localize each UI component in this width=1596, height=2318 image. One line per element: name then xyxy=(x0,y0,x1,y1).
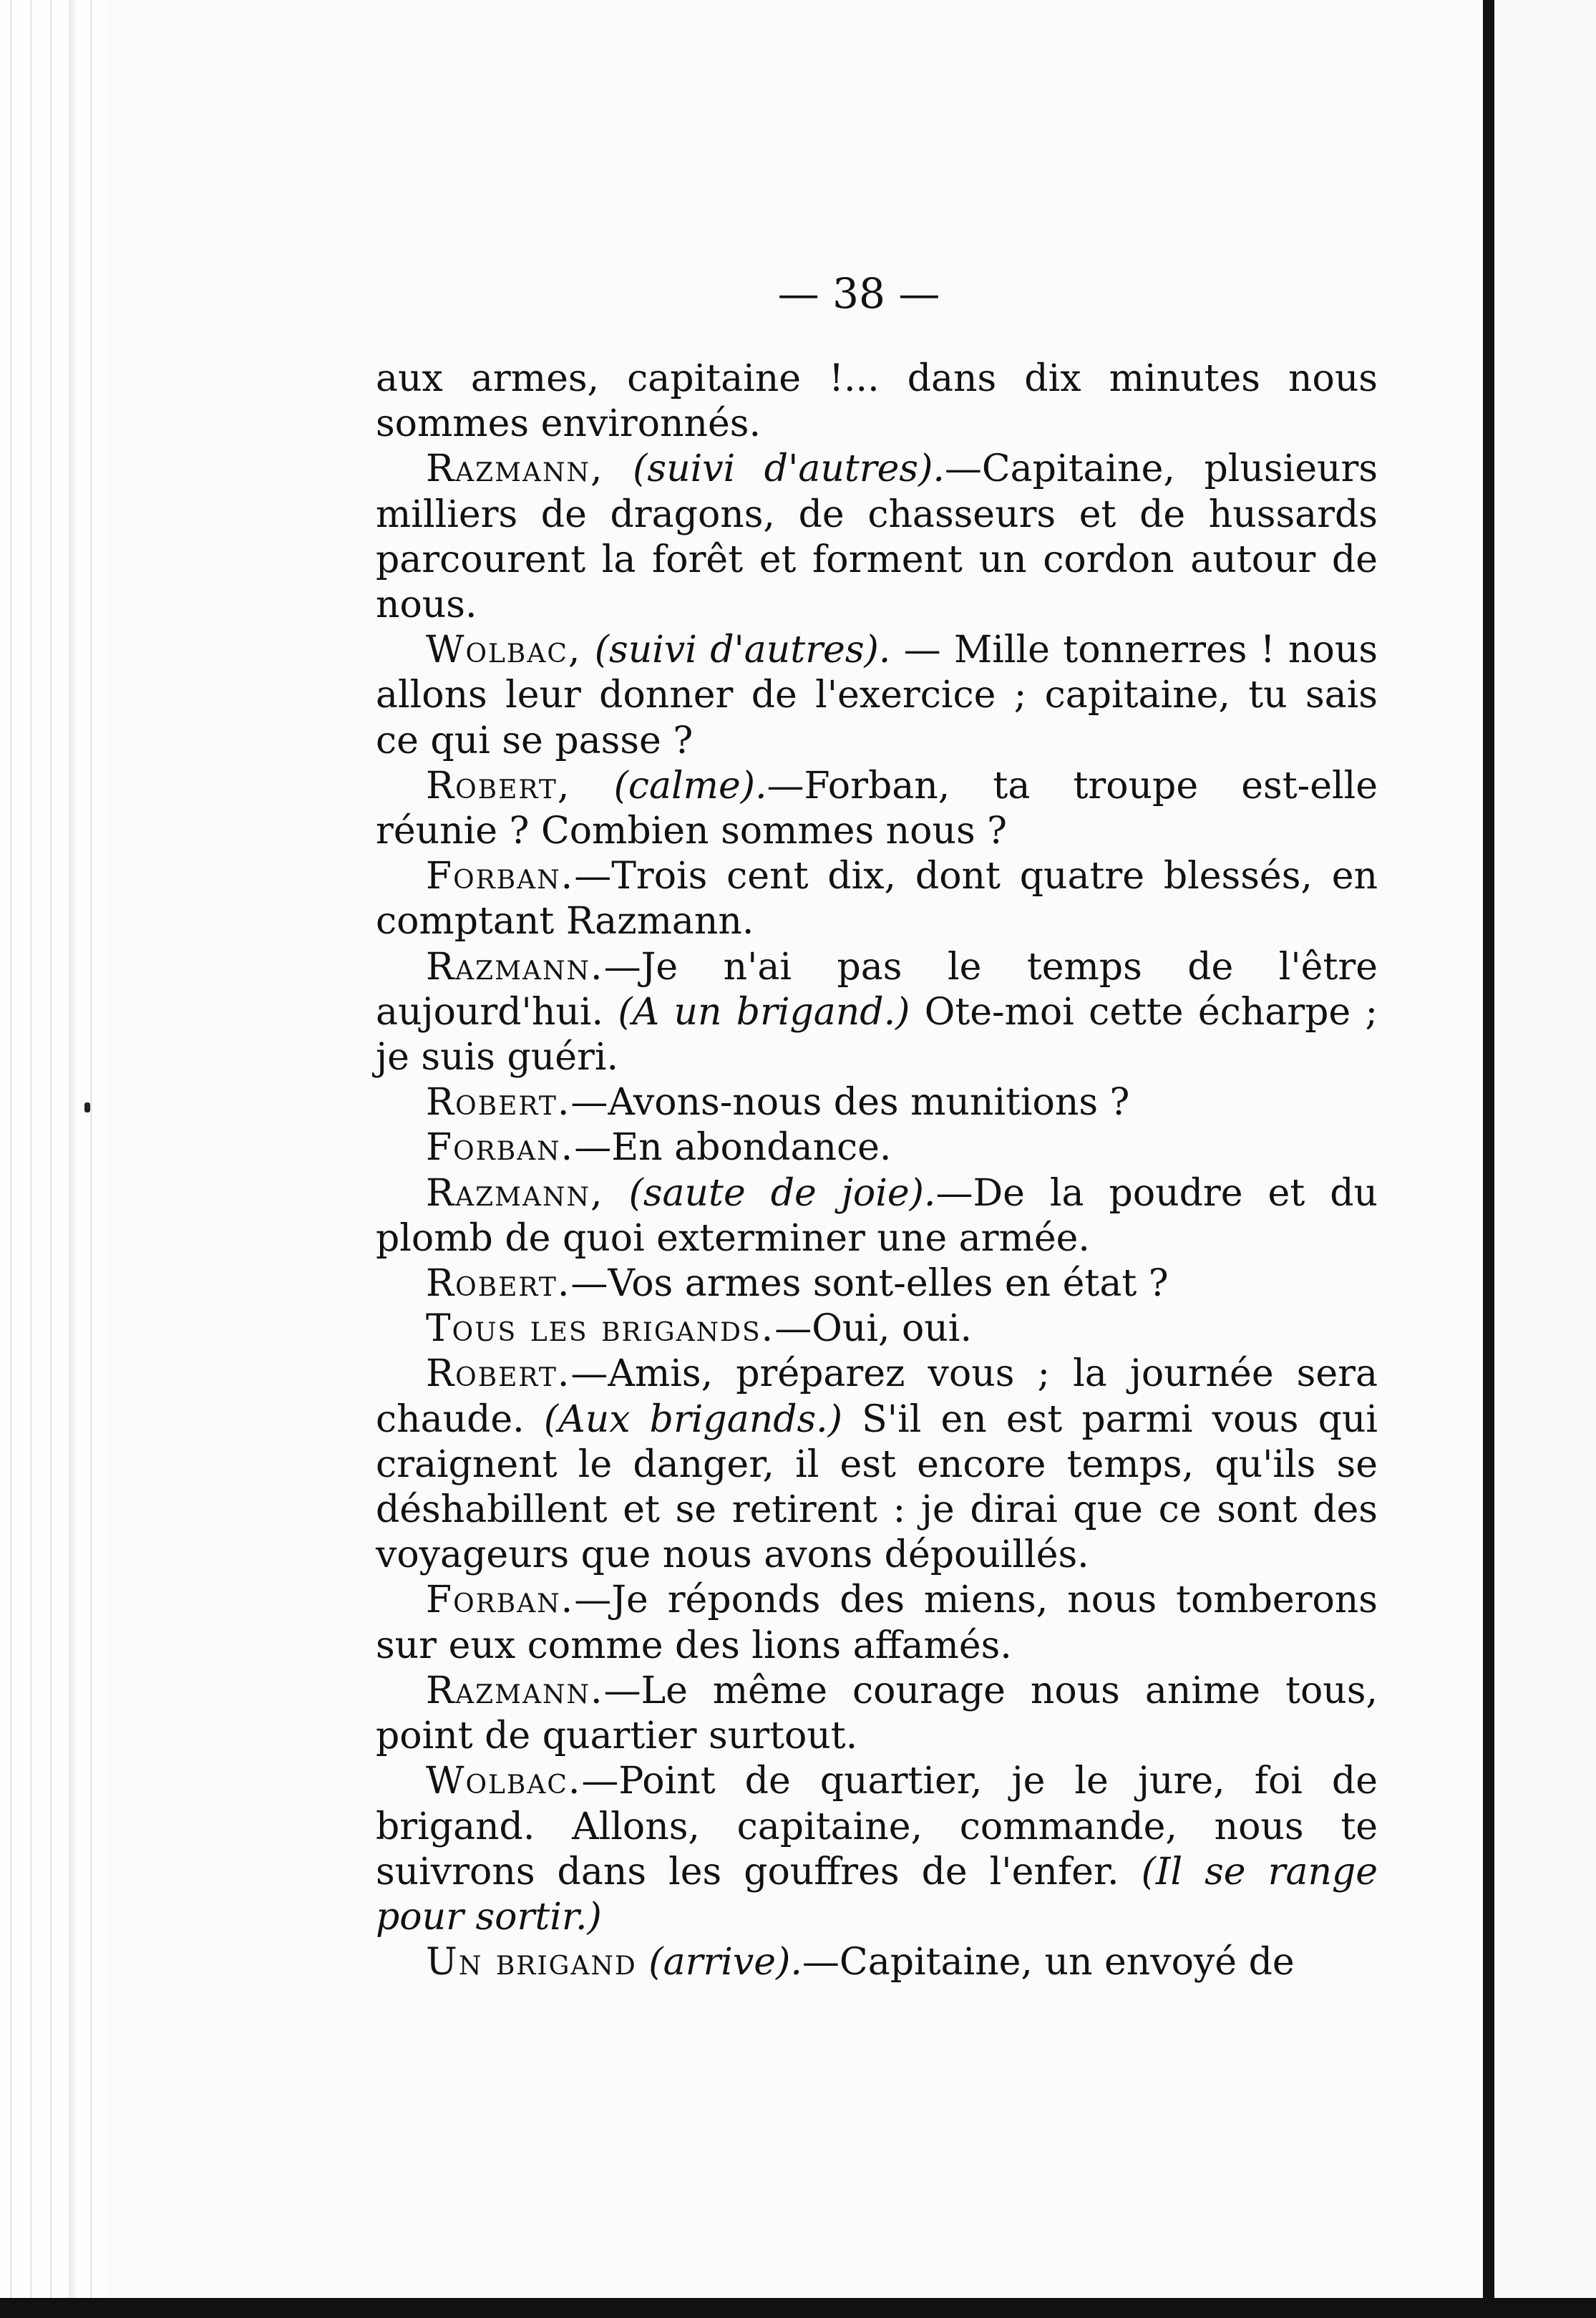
play-text xyxy=(376,357,1378,1985)
dialogue: —Je réponds des miens, nous tomberons sur eux comme des lions affamés. xyxy=(376,1579,1378,1667)
speaker-name: Forban. xyxy=(426,855,575,898)
scan-border-bottom xyxy=(0,2298,1596,2318)
dialogue: —Le même courage nous anime tous, point de quartier surtout. xyxy=(376,1669,1378,1758)
dialogue: —Oui, oui. xyxy=(774,1307,972,1351)
stage-direction: (saute de joie). xyxy=(628,1171,936,1215)
paragraph xyxy=(376,854,1378,944)
binding-fold xyxy=(69,0,77,2318)
paragraph xyxy=(376,1261,1378,1306)
speaker-name: Tous les brigands. xyxy=(426,1307,775,1351)
paragraph xyxy=(376,357,1378,447)
paragraph xyxy=(376,1759,1378,1940)
paragraph xyxy=(376,1669,1378,1759)
dialogue: S'il en est parmi vous qui craignent le danger, il est encore temps, qu'ils se déshabillent et se retirent : je dirai que ce sont des voyageurs que nous avons dépouillés. xyxy=(376,1397,1378,1577)
paragraph xyxy=(376,447,1378,628)
paragraph xyxy=(376,1940,1378,1985)
paragraph xyxy=(376,945,1378,1081)
speaker-name: Razmann. xyxy=(426,945,604,989)
page-edges xyxy=(0,0,107,2318)
stage-direction: (Il se range pour sortir.) xyxy=(376,1850,1378,1939)
dialogue: —Capitaine, un envoyé de xyxy=(802,1941,1295,1984)
stage-direction: (arrive). xyxy=(648,1941,802,1984)
paragraph xyxy=(376,628,1378,764)
speaker-name: Robert. xyxy=(426,1081,571,1125)
margin-mark xyxy=(84,1102,90,1112)
speaker-name: Razmann, xyxy=(426,1171,604,1215)
paragraph xyxy=(376,1080,1378,1125)
page-number: — 38 — xyxy=(777,269,940,318)
speaker-name: Razmann. xyxy=(426,1669,604,1712)
paragraph xyxy=(376,1171,1378,1261)
speaker-name: Razmann, xyxy=(426,447,604,491)
paragraph xyxy=(376,1578,1378,1668)
stage-direction: (calme). xyxy=(613,764,767,808)
dialogue: —Trois cent dix, dont quatre blessés, en comptant Razmann. xyxy=(376,855,1378,944)
dialogue: —Amis, préparez vous ; la journée sera chaude. xyxy=(376,1352,1378,1441)
stage-direction: (suivi d'autres). xyxy=(633,447,945,491)
speaker-name: Forban. xyxy=(426,1126,575,1170)
paragraph xyxy=(376,1125,1378,1170)
dialogue: —Point de quartier, je le jure, foi de brigand. Allons, capitaine, commande, nous te suivrons dans les gouffres de l'enfer. xyxy=(376,1760,1378,1893)
dialogue: —Capitaine, plusieurs milliers de dragons, de chasseurs et de hussards parcourent la forêt et forment un cordon autour de nous. xyxy=(376,447,1378,627)
dialogue: —Avons-nous des munitions ? xyxy=(570,1081,1130,1125)
scan-border-right xyxy=(1483,0,1494,2318)
dialogue: —Vos armes sont-elles en état ? xyxy=(570,1262,1169,1306)
stage-direction: (suivi d'autres). xyxy=(594,629,891,672)
paragraph xyxy=(376,1352,1378,1578)
dialogue: —Je n'ai pas le temps de l'être aujourd'hui. xyxy=(376,945,1378,1034)
continued-text: aux armes, capitaine !... dans dix minutes nous sommes environnés. xyxy=(376,357,1378,446)
speaker-name: Robert. xyxy=(426,1262,571,1306)
speaker-name: Wolbac. xyxy=(426,1760,582,1803)
dialogue: —Forban, ta troupe est-elle réunie ? Combien sommes nous ? xyxy=(376,764,1378,853)
paragraph xyxy=(376,764,1378,854)
speaker-name: Robert. xyxy=(426,1352,571,1396)
speaker-name: Wolbac, xyxy=(426,629,582,672)
dialogue: —De la poudre et du plomb de quoi exterminer une armée. xyxy=(376,1171,1378,1260)
dialogue: Ote-moi cette écharpe ; je suis guéri. xyxy=(376,990,1378,1080)
scan-gutter-right xyxy=(1494,0,1596,2318)
dialogue: —En abondance. xyxy=(574,1126,892,1170)
paragraph xyxy=(376,1306,1378,1352)
stage-direction: (Aux brigands.) xyxy=(543,1397,843,1441)
speaker-name: Robert, xyxy=(426,764,571,808)
speaker-name: Un brigand xyxy=(426,1941,637,1984)
dialogue: — Mille tonnerres ! nous allons leur donner de l'exercice ; capitaine, tu sais ce qui se passe ? xyxy=(376,629,1378,762)
stage-direction: (A un brigand.) xyxy=(618,990,910,1034)
speaker-name: Forban. xyxy=(426,1579,575,1622)
